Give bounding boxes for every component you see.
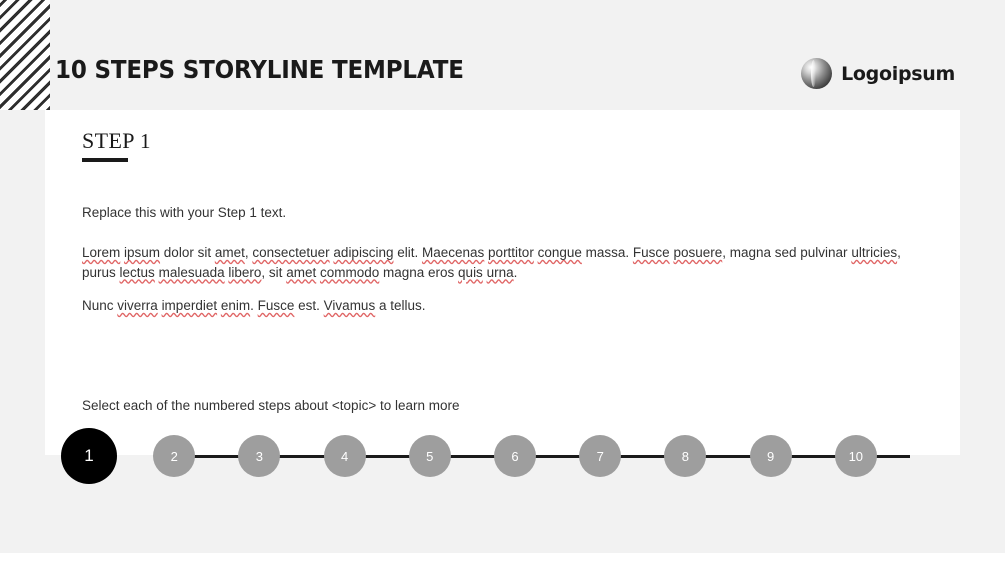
step-heading — [82, 128, 151, 154]
step-node-1[interactable] — [61, 428, 117, 484]
step-node-label: 9 — [766, 448, 775, 464]
paragraph-lorem-second: Nunc viverra imperdiet enim. Fusce est. Vivamus a tellus. — [82, 298, 426, 313]
step-node-label: 8 — [681, 448, 689, 464]
step-node-5[interactable] — [409, 435, 451, 477]
logo — [801, 58, 955, 89]
content-card — [45, 110, 960, 455]
step-node-6[interactable] — [494, 435, 536, 477]
step-heading-underline — [82, 158, 128, 162]
step-node-label: 7 — [596, 448, 604, 464]
step-node-2[interactable] — [153, 435, 195, 477]
step-node-7[interactable] — [579, 435, 621, 477]
step-heading-label: STEP — [82, 128, 135, 153]
header-band — [0, 0, 1005, 110]
corner-hatch-decoration — [0, 0, 50, 110]
step-node-label: 10 — [848, 448, 864, 464]
step-node-label: 6 — [511, 448, 519, 464]
page-title: 10 STEPS STORYLINE TEMPLATE — [55, 55, 464, 84]
sphere-logo-icon — [801, 58, 832, 89]
step-navigation — [45, 428, 960, 488]
step-node-label: 3 — [255, 448, 263, 464]
instruction-text: Select each of the numbered steps about <topic> to learn more — [82, 398, 460, 413]
step-node-label: 1 — [84, 446, 94, 465]
step-heading-number: 1 — [140, 129, 151, 153]
footer-strip — [0, 553, 1005, 565]
step-node-3[interactable] — [238, 435, 280, 477]
paragraph-lorem: Lorem ipsum dolor sit amet, consectetuer adipiscing elit. Maecenas porttitor congue massa. Fusce posuere, magna sed pulvinar ultricies, purus lectus malesuada libero, sit amet commodo magna eros quis urna. — [82, 245, 901, 280]
step-node-4[interactable] — [324, 435, 366, 477]
step-node-8[interactable] — [664, 435, 706, 477]
logo-label: Logoipsum — [841, 62, 955, 85]
step-node-label: 2 — [170, 448, 178, 464]
step-node-10[interactable] — [835, 435, 877, 477]
step-node-9[interactable] — [750, 435, 792, 477]
step-node-label: 4 — [340, 448, 349, 464]
paragraph-intro: Replace this with your Step 1 text. — [82, 205, 287, 220]
step-node-label: 5 — [426, 448, 434, 464]
